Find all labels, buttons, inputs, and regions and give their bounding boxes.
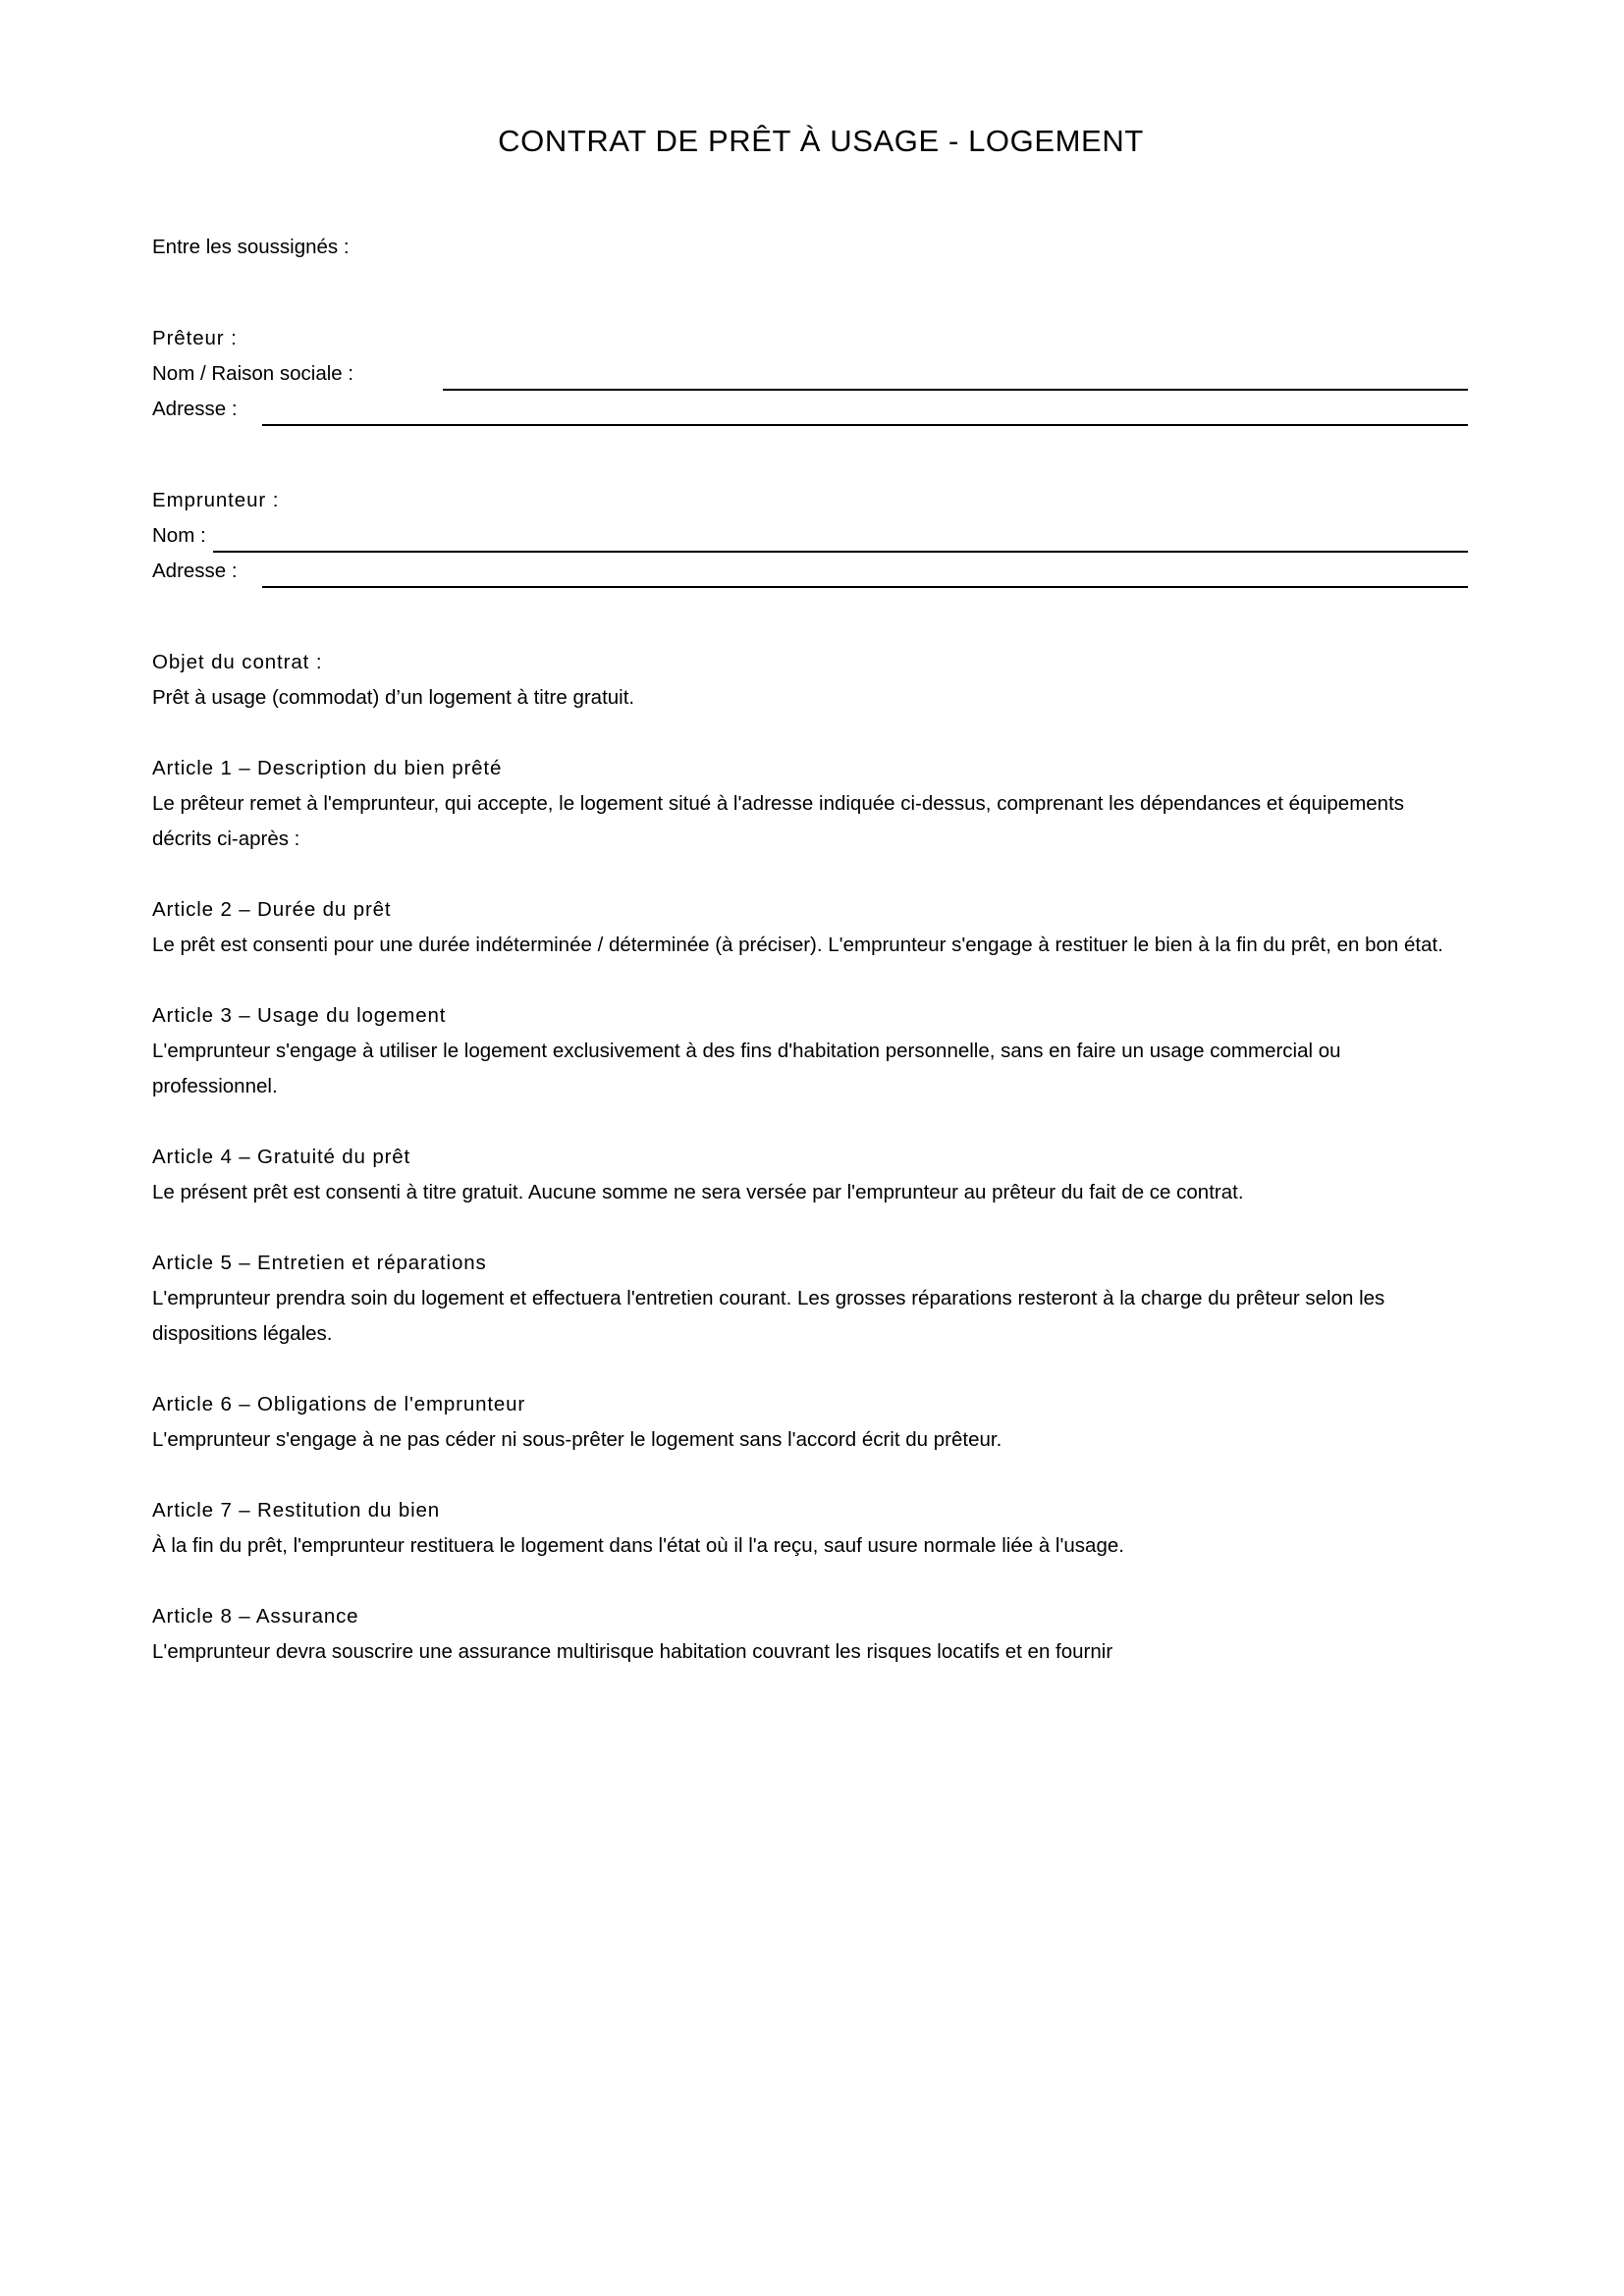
article-4-body: Le présent prêt est consenti à titre gratuit. Aucune somme ne sera versée par l'emprunteur au prêteur du fait de ce contrat. bbox=[152, 1181, 1244, 1204]
article-2-body: Le prêt est consenti pour une durée indéterminée / déterminée (à préciser). L'emprunteur s'engage à restituer le bien à la fin du prêt, en bon état. bbox=[152, 934, 1443, 957]
spacer bbox=[152, 1104, 1468, 1140]
spacer bbox=[152, 716, 1468, 751]
lender-address-row bbox=[152, 392, 1468, 427]
spacer bbox=[152, 427, 1468, 483]
purpose-heading: Objet du contrat : bbox=[152, 651, 323, 674]
borrower-name-label: Nom : bbox=[152, 524, 206, 548]
lender-name-row bbox=[152, 356, 1468, 392]
article-2-title: Article 2 – Durée du prêt bbox=[152, 898, 392, 922]
document-content bbox=[152, 0, 1468, 1670]
spacer bbox=[152, 963, 1468, 998]
spacer bbox=[152, 1564, 1468, 1599]
borrower-name-input-line[interactable] bbox=[213, 551, 1468, 553]
article-8-title: Article 8 – Assurance bbox=[152, 1605, 359, 1629]
article-7-title: Article 7 – Restitution du bien bbox=[152, 1499, 440, 1522]
article-4-title: Article 4 – Gratuité du prêt bbox=[152, 1146, 411, 1169]
article-7 bbox=[152, 1493, 1468, 1564]
borrower-block bbox=[152, 483, 1468, 589]
article-1 bbox=[152, 751, 1468, 857]
article-7-body: À la fin du prêt, l'emprunteur restituera le logement dans l'état où il l'a reçu, sauf usure normale liée à l'usage. bbox=[152, 1534, 1124, 1558]
article-3-title: Article 3 – Usage du logement bbox=[152, 1004, 447, 1028]
spacer bbox=[152, 265, 1468, 321]
spacer bbox=[152, 1458, 1468, 1493]
lender-name-label: Nom / Raison sociale : bbox=[152, 362, 354, 386]
borrower-heading: Emprunteur : bbox=[152, 489, 280, 512]
lender-heading: Prêteur : bbox=[152, 327, 238, 350]
article-3-body: L'emprunteur s'engage à utiliser le logement exclusivement à des fins d'habitation personnelle, sans en faire un usage commercial ou professionnel. bbox=[152, 1040, 1341, 1098]
article-6-title: Article 6 – Obligations de l'emprunteur bbox=[152, 1393, 526, 1416]
page-title: CONTRAT DE PRÊT À USAGE - LOGEMENT bbox=[498, 124, 1144, 158]
article-1-title: Article 1 – Description du bien prêté bbox=[152, 757, 503, 780]
lender-name-input-line[interactable] bbox=[443, 389, 1468, 391]
article-8 bbox=[152, 1599, 1468, 1670]
article-6-body: L'emprunteur s'engage à ne pas céder ni sous-prêter le logement sans l'accord écrit du prêteur. bbox=[152, 1428, 1002, 1452]
borrower-address-input-line[interactable] bbox=[262, 586, 1468, 588]
article-5 bbox=[152, 1246, 1468, 1352]
borrower-address-label: Adresse : bbox=[152, 560, 238, 583]
intro-line: Entre les soussignés : bbox=[152, 236, 350, 259]
article-4 bbox=[152, 1140, 1468, 1210]
article-1-body: Le prêteur remet à l'emprunteur, qui accepte, le logement situé à l'adresse indiquée ci-dessus, comprenant les dépendances et équipements décrits ci-après : bbox=[152, 792, 1405, 851]
spacer bbox=[152, 1352, 1468, 1387]
purpose-block bbox=[152, 645, 1468, 716]
article-3 bbox=[152, 998, 1468, 1104]
spacer bbox=[152, 857, 1468, 892]
article-6 bbox=[152, 1387, 1468, 1458]
lender-address-label: Adresse : bbox=[152, 398, 238, 421]
borrower-address-row bbox=[152, 554, 1468, 589]
spacer bbox=[152, 589, 1468, 645]
article-5-body: L'emprunteur prendra soin du logement et effectuera l'entretien courant. Les grosses réparations resteront à la charge du prêteur selon les dispositions légales. bbox=[152, 1287, 1385, 1346]
spacer bbox=[152, 1210, 1468, 1246]
article-5-title: Article 5 – Entretien et réparations bbox=[152, 1252, 487, 1275]
borrower-name-row bbox=[152, 518, 1468, 554]
lender-block bbox=[152, 321, 1468, 427]
article-8-body: L'emprunteur devra souscrire une assurance multirisque habitation couvrant les risques locatifs et en fournir bbox=[152, 1640, 1113, 1664]
article-2 bbox=[152, 892, 1468, 963]
purpose-text: Prêt à usage (commodat) d’un logement à titre gratuit. bbox=[152, 686, 635, 710]
lender-address-input-line[interactable] bbox=[262, 424, 1468, 426]
